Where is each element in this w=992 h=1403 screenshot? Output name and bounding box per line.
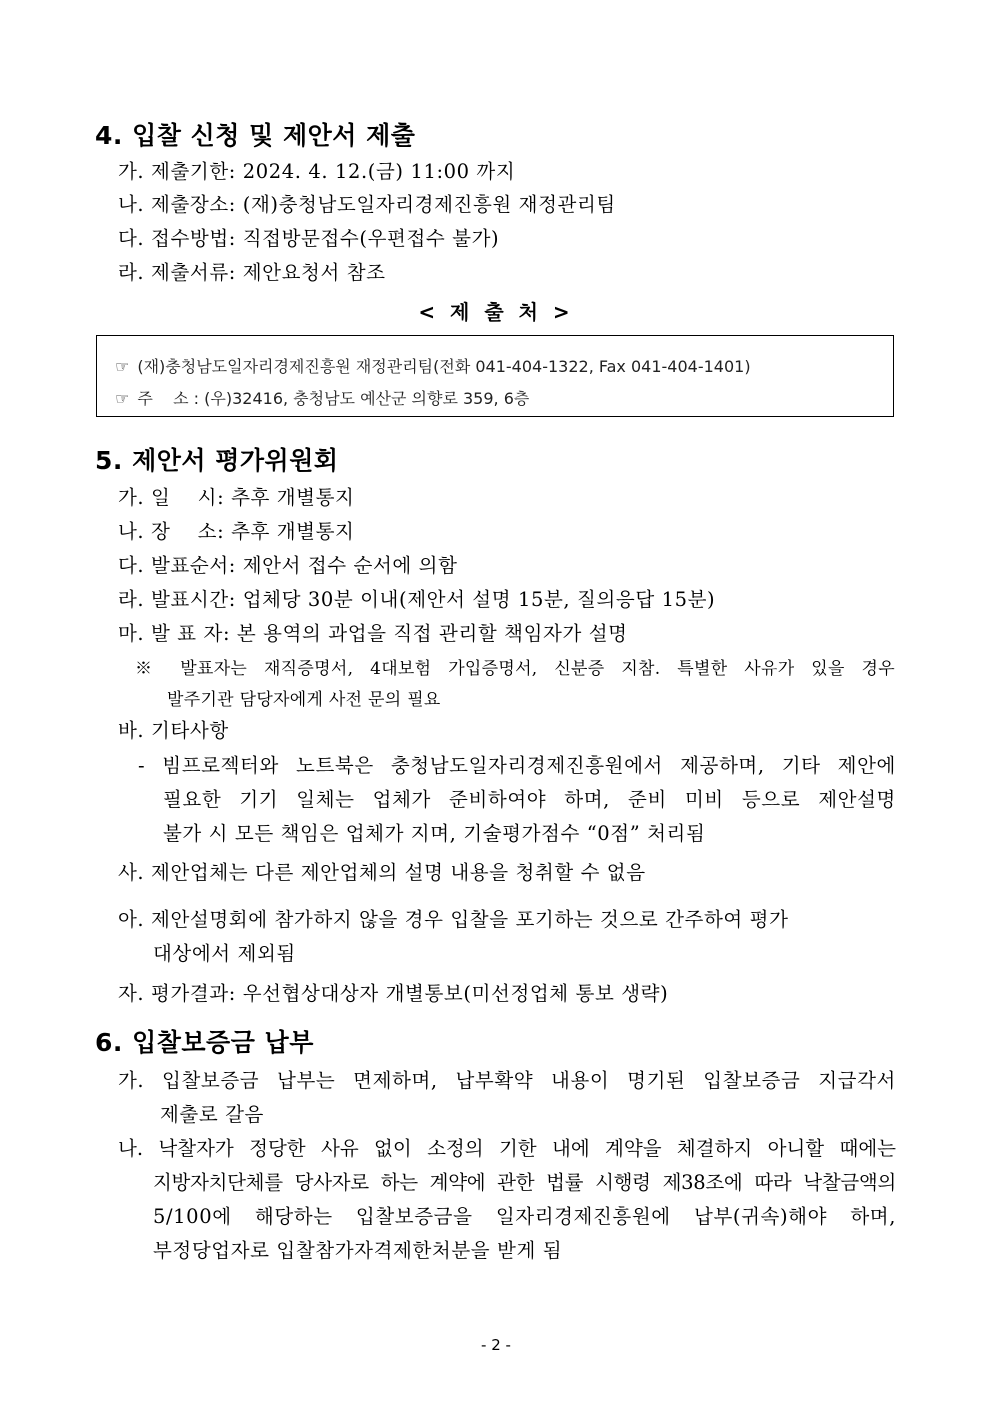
section-5-item-result: 자. 평가결과: 우선협상대상자 개별통보(미선정업체 통보 생략) xyxy=(118,982,669,1005)
submission-box-title: < 제 출 처 > xyxy=(418,300,574,324)
section-6-item-ga-line-2: 제출로 갈음 xyxy=(160,1103,264,1126)
section-4-item-documents: 라. 제출서류: 제안요청서 참조 xyxy=(118,261,386,284)
section-5-note-line-1: ※ 발표자는 재직증명서, 4대보험 가입증명서, 신분증 지참. 특별한 사유가 있을 경우 xyxy=(135,659,895,679)
section-6-item-ga-line-1: 가. 입찰보증금 납부는 면제하며, 납부확약 내용이 명기된 입찰보증금 지급각서 xyxy=(118,1069,896,1092)
section-5-item-presenter: 마. 발 표 자: 본 용역의 과업을 직접 관리할 책임자가 설명 xyxy=(118,622,628,645)
section-5-other-line-1: - 빔프로젝터와 노트북은 충청남도일자리경제진흥원에서 제공하며, 기타 제안에 xyxy=(138,754,896,777)
section-5-item-place: 나. 장 소: 추후 개별통지 xyxy=(118,520,355,543)
section-4-heading: 4. 입찰 신청 및 제안서 제출 xyxy=(95,121,416,150)
section-5-item-other: 바. 기타사항 xyxy=(118,719,229,742)
page-number: - 2 - xyxy=(481,1336,511,1354)
section-6-item-na-line-2: 지방자치단체를 당사자로 하는 계약에 관한 법률 시행령 제38조에 따라 낙찰금액의 xyxy=(153,1171,896,1194)
pointing-hand-icon: ☞ xyxy=(115,389,130,408)
section-6-item-na-line-4: 부정당업자로 입찰참가자격제한처분을 받게 됨 xyxy=(153,1239,563,1262)
section-5-item-order: 다. 발표순서: 제안서 접수 순서에 의함 xyxy=(118,554,458,577)
section-5-item-date: 가. 일 시: 추후 개별통지 xyxy=(118,486,355,509)
submission-contact-text: (재)충청남도일자리경제진흥원 재정관리팀(전화 041-404-1322, Fax 041-404-1401) xyxy=(137,357,751,376)
section-5-item-listening: 사. 제안업체는 다른 제안업체의 설명 내용을 청취할 수 없음 xyxy=(118,861,646,884)
section-5-item-time: 라. 발표시간: 업체당 30분 이내(제안서 설명 15분, 질의응답 15분) xyxy=(118,588,716,611)
submission-contact-line xyxy=(115,354,751,377)
section-5-item-absence-line-1: 아. 제안설명회에 참가하지 않을 경우 입찰을 포기하는 것으로 간주하여 평가 xyxy=(118,908,789,931)
section-4-item-deadline: 가. 제출기한: 2024. 4. 12.(금) 11:00 까지 xyxy=(118,160,516,183)
section-6-item-na-line-1: 나. 낙찰자가 정당한 사유 없이 소정의 기한 내에 계약을 체결하지 아니할 때에는 xyxy=(118,1137,896,1160)
section-5-note-line-2: 발주기관 담당자에게 사전 문의 필요 xyxy=(167,690,441,710)
section-5-other-line-2: 필요한 기기 일체는 업체가 준비하여야 하며, 준비 미비 등으로 제안설명 xyxy=(163,788,896,811)
section-4-item-place: 나. 제출장소: (재)충청남도일자리경제진흥원 재정관리팀 xyxy=(118,193,616,216)
section-6-heading: 6. 입찰보증금 납부 xyxy=(95,1028,314,1057)
section-4-item-method: 다. 접수방법: 직접방문접수(우편접수 불가) xyxy=(118,227,500,250)
pointing-hand-icon: ☞ xyxy=(115,357,130,376)
submission-info-box xyxy=(96,335,894,417)
section-5-item-absence-line-2: 대상에서 제외됨 xyxy=(153,942,296,965)
submission-address-text: 주 소 : (우)32416, 충청남도 예산군 의향로 359, 6층 xyxy=(137,389,530,408)
submission-address-line xyxy=(115,386,529,409)
section-6-item-na-line-3: 5/100에 해당하는 입찰보증금을 일자리경제진흥원에 납부(귀속)해야 하며, xyxy=(153,1205,896,1228)
section-5-heading: 5. 제안서 평가위원회 xyxy=(95,446,339,475)
section-5-other-line-3: 불가 시 모든 책임은 업체가 지며, 기술평가점수 “0점” 처리됨 xyxy=(163,822,706,845)
